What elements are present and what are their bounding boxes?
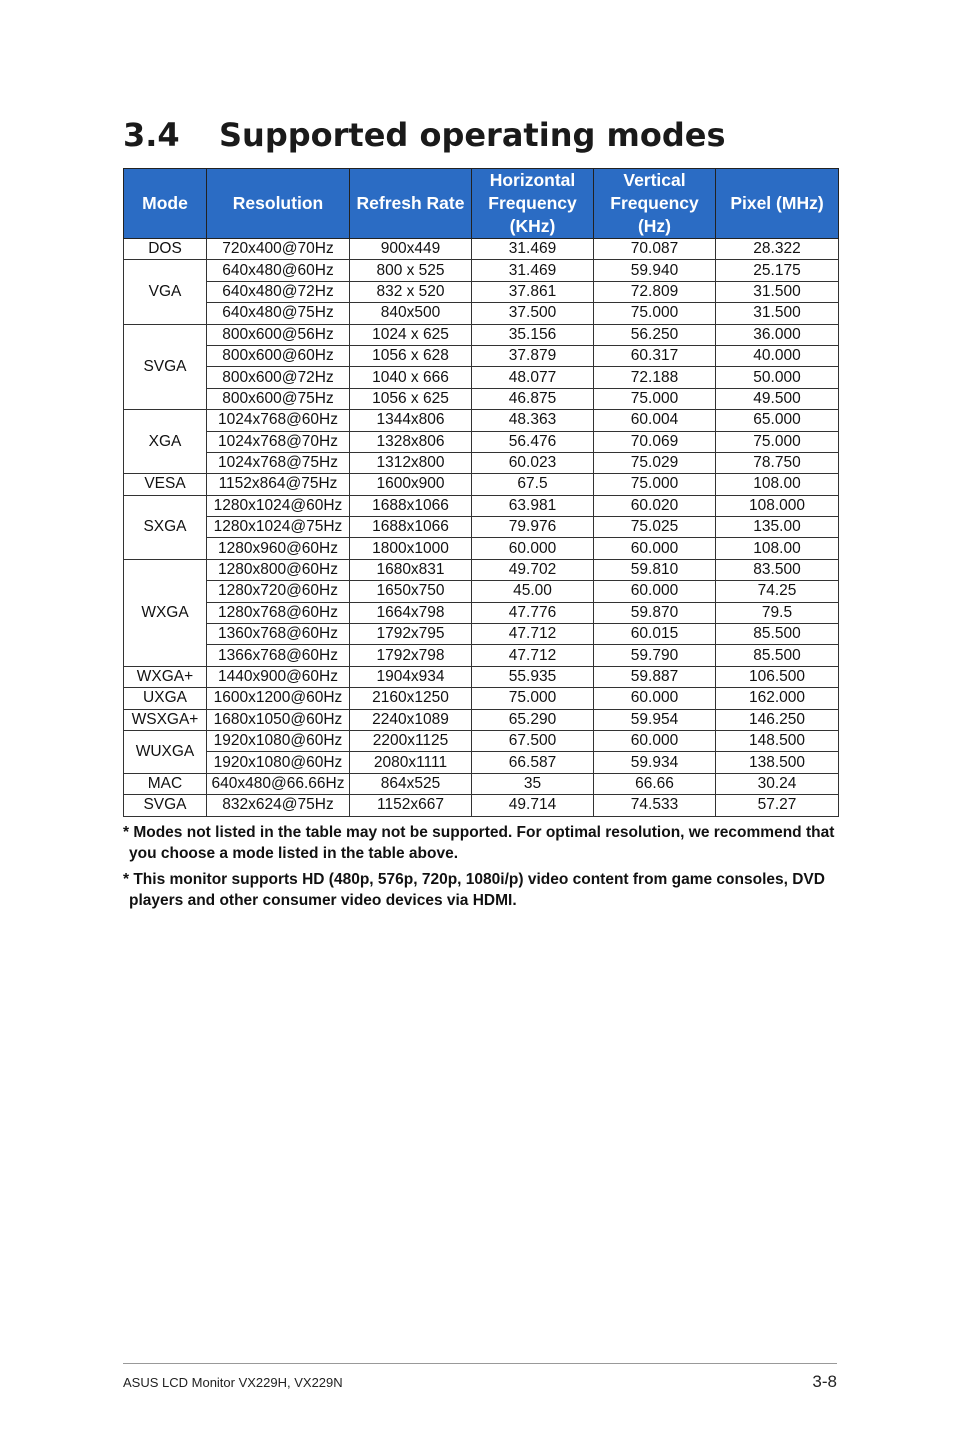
table-cell: 135.00 (716, 517, 839, 538)
table-cell: 25.175 (716, 260, 839, 281)
table-cell: 67.5 (472, 474, 594, 495)
table-cell: 60.004 (594, 410, 716, 431)
mode-cell: WSXGA+ (124, 709, 207, 730)
table-cell: 50.000 (716, 367, 839, 388)
table-cell: 1664x798 (350, 602, 472, 623)
table-cell: 106.500 (716, 666, 839, 687)
table-cell: 60.020 (594, 495, 716, 516)
footer-product-name: ASUS LCD Monitor VX229H, VX229N (123, 1375, 343, 1390)
column-header-line: Frequency (610, 193, 699, 213)
column-header (716, 169, 839, 239)
table-row (124, 474, 839, 495)
notes (123, 823, 843, 917)
table-cell: 1024x768@75Hz (207, 452, 350, 473)
mode-cell: WXGA (124, 559, 207, 666)
table-cell: 1056 x 628 (350, 345, 472, 366)
table-cell: 800 x 525 (350, 260, 472, 281)
table-cell: 800x600@75Hz (207, 388, 350, 409)
table-cell: 2200x1125 (350, 730, 472, 751)
table-row (124, 559, 839, 580)
table-cell: 2080x1111 (350, 752, 472, 773)
table-cell: 31.469 (472, 239, 594, 260)
table-cell: 1328x806 (350, 431, 472, 452)
table-cell: 640x480@66.66Hz (207, 773, 350, 794)
table-cell: 60.015 (594, 624, 716, 645)
table-cell: 60.023 (472, 452, 594, 473)
table-cell: 35 (472, 773, 594, 794)
table-cell: 1024x768@70Hz (207, 431, 350, 452)
table-cell: 1680x831 (350, 559, 472, 580)
table-cell: 1280x960@60Hz (207, 538, 350, 559)
section-title-text: Supported operating modes (219, 116, 726, 154)
table-cell: 1056 x 625 (350, 388, 472, 409)
table-cell: 79.976 (472, 517, 594, 538)
table-row (124, 260, 839, 281)
mode-cell: SVGA (124, 324, 207, 410)
table-cell: 30.24 (716, 773, 839, 794)
table-cell: 832x624@75Hz (207, 795, 350, 816)
table-cell: 900x449 (350, 239, 472, 260)
table-cell: 1904x934 (350, 666, 472, 687)
table-cell: 28.322 (716, 239, 839, 260)
table-cell: 65.000 (716, 410, 839, 431)
table-row (124, 624, 839, 645)
table-row (124, 581, 839, 602)
table-cell: 47.712 (472, 624, 594, 645)
table-cell: 66.66 (594, 773, 716, 794)
table-cell: 1800x1000 (350, 538, 472, 559)
table-cell: 640x480@60Hz (207, 260, 350, 281)
table-row (124, 688, 839, 709)
table-row (124, 645, 839, 666)
table-cell: 75.000 (594, 388, 716, 409)
table-cell: 47.776 (472, 602, 594, 623)
table-cell: 59.790 (594, 645, 716, 666)
table-cell: 1792x795 (350, 624, 472, 645)
table-cell: 70.087 (594, 239, 716, 260)
table-cell: 37.500 (472, 303, 594, 324)
mode-cell: SVGA (124, 795, 207, 816)
table-row (124, 324, 839, 345)
table-row (124, 602, 839, 623)
column-header-line: Refresh Rate (356, 193, 465, 213)
table-cell: 1600x900 (350, 474, 472, 495)
table-row (124, 452, 839, 473)
table-cell: 60.000 (472, 538, 594, 559)
table-cell: 85.500 (716, 624, 839, 645)
mode-cell: UXGA (124, 688, 207, 709)
table-cell: 59.934 (594, 752, 716, 773)
table-cell: 75.000 (716, 431, 839, 452)
table-cell: 1792x798 (350, 645, 472, 666)
table-cell: 75.029 (594, 452, 716, 473)
table-row (124, 495, 839, 516)
table-cell: 79.5 (716, 602, 839, 623)
table-cell: 60.000 (594, 730, 716, 751)
table-cell: 83.500 (716, 559, 839, 580)
table-cell: 59.940 (594, 260, 716, 281)
table-cell: 45.00 (472, 581, 594, 602)
table-row (124, 773, 839, 794)
table-row (124, 345, 839, 366)
table-row (124, 517, 839, 538)
table-cell: 48.077 (472, 367, 594, 388)
table-cell: 72.188 (594, 367, 716, 388)
mode-cell: DOS (124, 239, 207, 260)
mode-cell: WXGA+ (124, 666, 207, 687)
column-header-line: Pixel (MHz) (730, 193, 824, 213)
footer-divider (123, 1363, 837, 1364)
table-cell: 75.000 (594, 474, 716, 495)
header-row (124, 169, 839, 239)
table-body (124, 239, 839, 817)
table-cell: 1152x667 (350, 795, 472, 816)
table-row (124, 303, 839, 324)
page-number: 3-8 (812, 1372, 837, 1391)
footnote: * Modes not listed in the table may not be supported. For optimal resolution, we recommend that you choose a mode listed in the table above. (123, 824, 835, 862)
table-cell: 162.000 (716, 688, 839, 709)
table-row (124, 795, 839, 816)
column-header-line: Frequency (488, 193, 577, 213)
table-row (124, 730, 839, 751)
table-cell: 31.500 (716, 281, 839, 302)
table-cell: 1024x768@60Hz (207, 410, 350, 431)
table-cell: 70.069 (594, 431, 716, 452)
table-cell: 56.476 (472, 431, 594, 452)
section-number: 3.4 (123, 116, 180, 154)
table-cell: 85.500 (716, 645, 839, 666)
column-header-line: Vertical (623, 170, 686, 190)
table-cell: 1280x1024@60Hz (207, 495, 350, 516)
footnote: * This monitor supports HD (480p, 576p, 720p, 1080i/p) video content from game consoles, DVD players and other consumer video devices via HDMI. (123, 871, 825, 909)
column-header (350, 169, 472, 239)
table-cell: 800x600@60Hz (207, 345, 350, 366)
table-cell: 800x600@72Hz (207, 367, 350, 388)
table-cell: 49.714 (472, 795, 594, 816)
column-header (594, 169, 716, 239)
table-cell: 59.870 (594, 602, 716, 623)
table-cell: 1312x800 (350, 452, 472, 473)
table-cell: 1600x1200@60Hz (207, 688, 350, 709)
table-cell: 1920x1080@60Hz (207, 752, 350, 773)
table-cell: 37.879 (472, 345, 594, 366)
table-cell: 138.500 (716, 752, 839, 773)
table-cell: 840x500 (350, 303, 472, 324)
table-cell: 65.290 (472, 709, 594, 730)
table-cell: 74.533 (594, 795, 716, 816)
table-cell: 31.469 (472, 260, 594, 281)
table-cell: 640x480@72Hz (207, 281, 350, 302)
table-cell: 60.000 (594, 538, 716, 559)
column-header-line: Mode (142, 193, 188, 213)
column-header-line: Horizontal (489, 170, 576, 190)
table-cell: 60.317 (594, 345, 716, 366)
table-cell: 49.500 (716, 388, 839, 409)
mode-cell: XGA (124, 410, 207, 474)
table-row (124, 666, 839, 687)
table-cell: 57.27 (716, 795, 839, 816)
table-cell: 1280x800@60Hz (207, 559, 350, 580)
table-header (124, 169, 839, 239)
column-header (124, 169, 207, 239)
mode-cell: WUXGA (124, 730, 207, 773)
table-cell: 35.156 (472, 324, 594, 345)
table-cell: 63.981 (472, 495, 594, 516)
table-cell: 1360x768@60Hz (207, 624, 350, 645)
table-cell: 75.000 (594, 303, 716, 324)
table-cell: 1650x750 (350, 581, 472, 602)
table-cell: 1440x900@60Hz (207, 666, 350, 687)
table-cell: 146.250 (716, 709, 839, 730)
table-cell: 72.809 (594, 281, 716, 302)
column-header-line: Resolution (232, 193, 324, 213)
table-cell: 75.025 (594, 517, 716, 538)
table-cell: 1688x1066 (350, 495, 472, 516)
table-cell: 1920x1080@60Hz (207, 730, 350, 751)
operating-modes-table (123, 168, 839, 817)
table-cell: 108.000 (716, 495, 839, 516)
table-cell: 78.750 (716, 452, 839, 473)
table-row (124, 538, 839, 559)
table-row (124, 752, 839, 773)
table-row (124, 410, 839, 431)
table-cell: 74.25 (716, 581, 839, 602)
table-cell: 36.000 (716, 324, 839, 345)
table-cell: 1040 x 666 (350, 367, 472, 388)
table-row (124, 431, 839, 452)
table-cell: 1344x806 (350, 410, 472, 431)
column-header-line: (KHz) (509, 216, 556, 236)
table-cell: 31.500 (716, 303, 839, 324)
table-cell: 49.702 (472, 559, 594, 580)
table-cell: 1280x768@60Hz (207, 602, 350, 623)
table-cell: 1152x864@75Hz (207, 474, 350, 495)
table-cell: 47.712 (472, 645, 594, 666)
mode-cell: VGA (124, 260, 207, 324)
table-cell: 832 x 520 (350, 281, 472, 302)
table-cell: 75.000 (472, 688, 594, 709)
table-cell: 108.00 (716, 474, 839, 495)
table-cell: 59.954 (594, 709, 716, 730)
table-cell: 66.587 (472, 752, 594, 773)
table-cell: 48.363 (472, 410, 594, 431)
table-row (124, 281, 839, 302)
table-cell: 864x525 (350, 773, 472, 794)
mode-cell: MAC (124, 773, 207, 794)
table-cell: 37.861 (472, 281, 594, 302)
table-cell: 1024 x 625 (350, 324, 472, 345)
mode-cell: SXGA (124, 495, 207, 559)
table-cell: 2160x1250 (350, 688, 472, 709)
table-cell: 1680x1050@60Hz (207, 709, 350, 730)
table-cell: 55.935 (472, 666, 594, 687)
table-cell: 60.000 (594, 581, 716, 602)
table-cell: 46.875 (472, 388, 594, 409)
mode-cell: VESA (124, 474, 207, 495)
column-header (472, 169, 594, 239)
column-header-line: (Hz) (637, 216, 672, 236)
table-cell: 59.810 (594, 559, 716, 580)
table-row (124, 709, 839, 730)
table-cell: 108.00 (716, 538, 839, 559)
table-cell: 1688x1066 (350, 517, 472, 538)
table-cell: 60.000 (594, 688, 716, 709)
section-title (123, 114, 726, 156)
table-row (124, 388, 839, 409)
table-cell: 2240x1089 (350, 709, 472, 730)
table-cell: 640x480@75Hz (207, 303, 350, 324)
table-cell: 1366x768@60Hz (207, 645, 350, 666)
table-cell: 800x600@56Hz (207, 324, 350, 345)
table-cell: 1280x1024@75Hz (207, 517, 350, 538)
table-cell: 1280x720@60Hz (207, 581, 350, 602)
table-cell: 40.000 (716, 345, 839, 366)
table-cell: 59.887 (594, 666, 716, 687)
table-row (124, 367, 839, 388)
table-row (124, 239, 839, 260)
table-cell: 148.500 (716, 730, 839, 751)
table-cell: 720x400@70Hz (207, 239, 350, 260)
table-cell: 56.250 (594, 324, 716, 345)
column-header (207, 169, 350, 239)
table-cell: 67.500 (472, 730, 594, 751)
